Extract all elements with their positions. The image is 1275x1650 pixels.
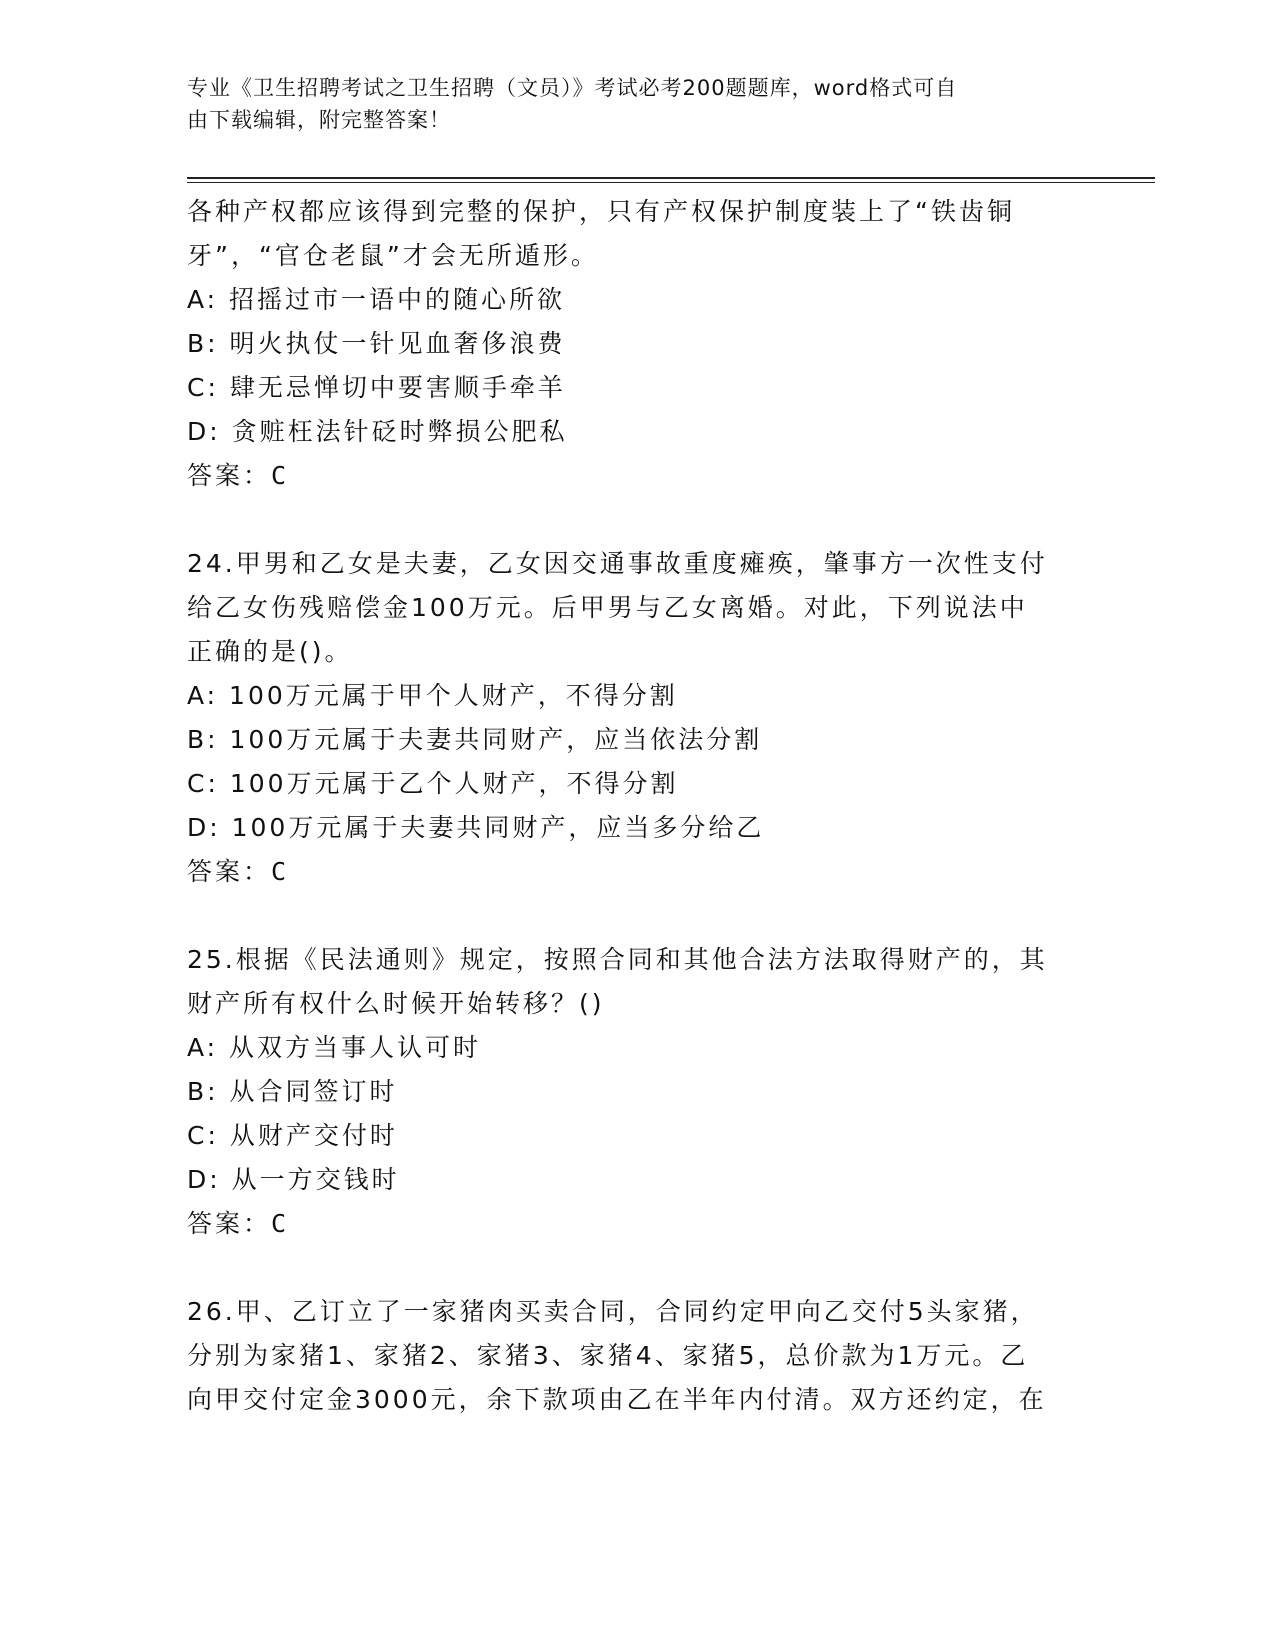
document-header: [187, 72, 1067, 136]
option-a: A: 招摇过市一语中的随心所欲: [187, 285, 566, 314]
option-b: B: 从合同签订时: [187, 1077, 398, 1106]
answer: 答案：C: [187, 857, 290, 886]
option-c: C: 肆无忌惮切中要害顺手牵羊: [187, 373, 566, 402]
question-list: [187, 190, 1087, 1422]
question-stem: 正确的是()。: [187, 637, 353, 666]
option-a: A: 100万元属于甲个人财产，不得分割: [187, 681, 678, 710]
question-23: [187, 190, 1087, 498]
header-rule-bottom: [187, 182, 1155, 183]
option-c: C: 从财产交付时: [187, 1121, 398, 1150]
header-rule-top: [187, 177, 1155, 179]
option-a: A: 从双方当事人认可时: [187, 1033, 482, 1062]
question-25: [187, 938, 1087, 1246]
option-d: D: 100万元属于夫妻共同财产，应当多分给乙: [187, 813, 765, 842]
header-line-1: 专业《卫生招聘考试之卫生招聘（文员）》考试必考200题题库，word格式可自: [187, 76, 958, 100]
question-24: [187, 542, 1087, 894]
question-stem: 财产所有权什么时候开始转移？(): [187, 989, 605, 1018]
question-stem: 26.甲、乙订立了一家猪肉买卖合同，合同约定甲向乙交付5头家猪，: [187, 1297, 1039, 1326]
question-stem: 牙”，“官仓老鼠”才会无所遁形。: [187, 241, 599, 270]
question-stem: 给乙女伤残赔偿金100万元。后甲男与乙女离婚。对此，下列说法中: [187, 593, 1028, 622]
answer: 答案：C: [187, 1209, 290, 1238]
header-line-2: 由下载编辑，附完整答案！: [187, 108, 451, 132]
option-b: B: 明火执仗一针见血奢侈浪费: [187, 329, 566, 358]
question-26: [187, 1290, 1087, 1422]
question-stem: 25.根据《民法通则》规定，按照合同和其他合法方法取得财产的，其: [187, 945, 1048, 974]
question-stem: 各种产权都应该得到完整的保护，只有产权保护制度装上了“铁齿铜: [187, 197, 1015, 226]
option-b: B: 100万元属于夫妻共同财产，应当依法分割: [187, 725, 763, 754]
question-stem: 24.甲男和乙女是夫妻，乙女因交通事故重度瘫痪，肇事方一次性支付: [187, 549, 1048, 578]
question-stem: 向甲交付定金3000元，余下款项由乙在半年内付清。双方还约定，在: [187, 1385, 1047, 1414]
option-d: D: 贪赃枉法针砭时弊损公肥私: [187, 417, 568, 446]
option-d: D: 从一方交钱时: [187, 1165, 400, 1194]
question-stem: 分别为家猪1、家猪2、家猪3、家猪4、家猪5，总价款为1万元。乙: [187, 1341, 1029, 1370]
option-c: C: 100万元属于乙个人财产，不得分割: [187, 769, 679, 798]
answer: 答案：C: [187, 461, 290, 490]
